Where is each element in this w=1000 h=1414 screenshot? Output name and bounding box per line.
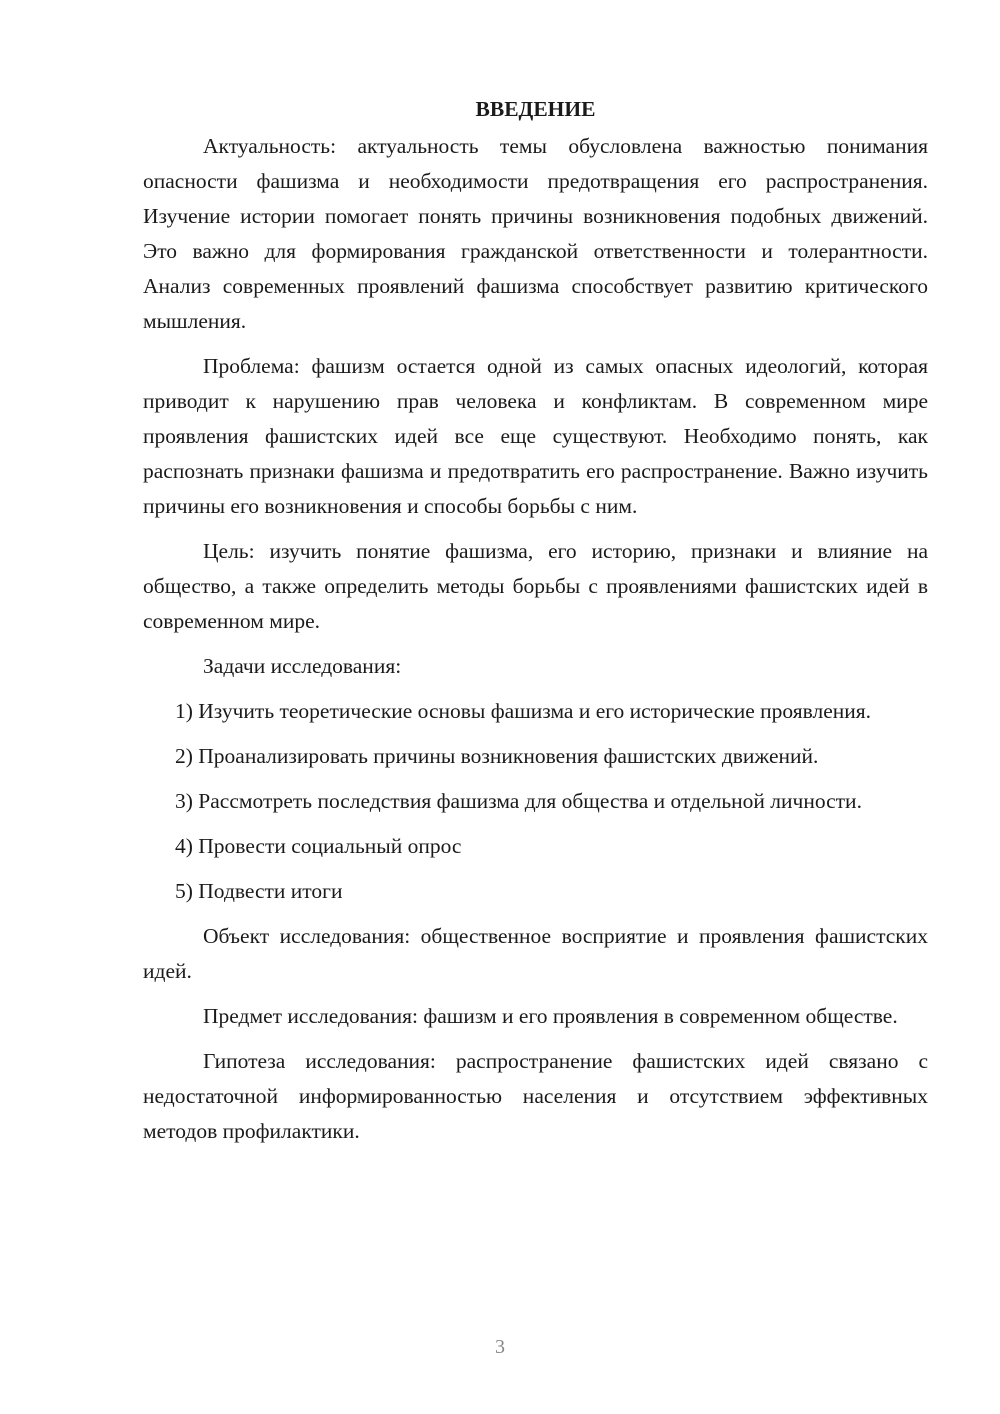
hypothesis-paragraph: Гипотеза исследования: распространение фашистских идей связано с недостаточной информированностью населения и отсутствием эффективных методов профилактики. [143, 1049, 928, 1143]
page-number: 3 [495, 1336, 505, 1358]
task-item-5: 5) Подвести итоги [175, 879, 343, 903]
section-title: ВВЕДЕНИЕ [475, 97, 596, 121]
task-item-1: 1) Изучить теоретические основы фашизма и его исторические проявления. [175, 699, 872, 723]
document-page [143, 92, 928, 1159]
task-item-4: 4) Провести социальный опрос [175, 834, 462, 858]
task-item-3: 3) Рассмотреть последствия фашизма для общества и отдельной личности. [175, 789, 862, 813]
object-paragraph: Объект исследования: общественное восприятие и проявления фашистских идей. [143, 924, 928, 983]
task-item-2: 2) Проанализировать причины возникновения фашистских движений. [175, 744, 819, 768]
relevance-paragraph: Актуальность: актуальность темы обусловлена важностью понимания опасности фашизма и необходимости предотвращения его распространения. Изучение истории помогает понять причины возникновения подобных движений. Это важно для формирования гражданской ответственности и толерантности. Анализ современных проявлений фашизма способствует развитию критического мышления. [143, 134, 928, 333]
subject-paragraph: Предмет исследования: фашизм и его проявления в современном обществе. [203, 1004, 898, 1028]
goal-paragraph: Цель: изучить понятие фашизма, его историю, признаки и влияние на общество, а также определить методы борьбы с проявлениями фашистских идей в современном мире. [143, 539, 928, 633]
problem-paragraph: Проблема: фашизм остается одной из самых опасных идеологий, которая приводит к нарушению прав человека и конфликтам. В современном мире проявления фашистских идей все еще существуют. Необходимо понять, как распознать признаки фашизма и предотвратить его распространение. Важно изучить причины его возникновения и способы борьбы с ним. [143, 354, 928, 518]
tasks-heading: Задачи исследования: [203, 654, 402, 678]
